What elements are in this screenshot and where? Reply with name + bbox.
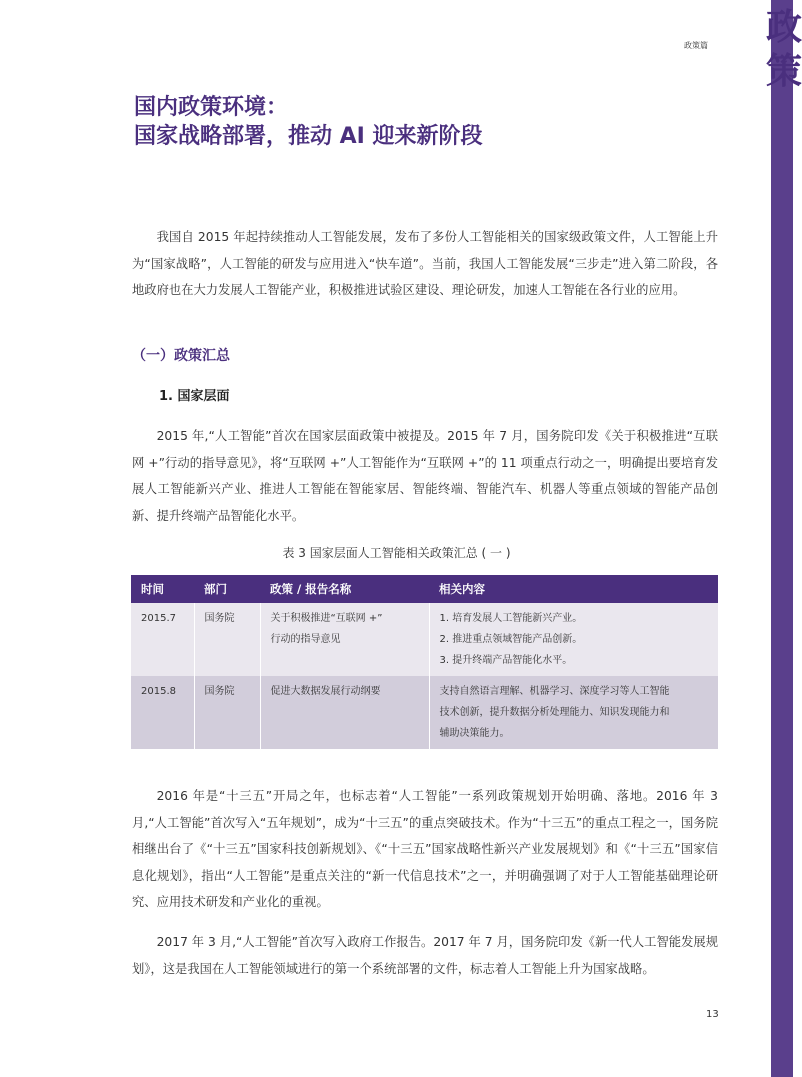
header-dept: 部门 (194, 575, 260, 603)
section-tag: 政策篇 (684, 41, 708, 50)
cell-content (429, 676, 718, 749)
content-line: 技术创新，提升数据分析处理能力、知识发现能力和 (439, 707, 670, 718)
page-title-line1: 国内政策环境： (134, 95, 289, 120)
table-row (131, 603, 718, 676)
paragraph-2017: 2017 年 3 月,“人工智能”首次写入政府工作报告。2017 年 7 月，国务院印发《新一代人工智能发展规划》，这是我国在人工智能领域进行的第一个系统部署的文件，标志着人工智能上升为国家战略。 (132, 935, 718, 976)
cell-time: 2015.8 (131, 676, 194, 749)
side-accent-bar (771, 0, 793, 1077)
cell-policy (260, 603, 429, 676)
policy-line: 关于积极推进“互联网 +” (270, 613, 383, 624)
content-line: 1. 培育发展人工智能新兴产业。 (439, 613, 583, 624)
page-title-line2: 国家战略部署，推动 AI 迎来新阶段 (134, 124, 483, 149)
side-title-char: 政 (766, 7, 802, 48)
paragraph-2016: 2016 年是“十三五”开局之年，也标志着“人工智能”一系列政策规划开始明确、落地。2016 年 3 月,“人工智能”首次写入“五年规划”，成为“十三五”的重点突破技术。作为“十三五”的重点工程之一，国务院相继出台了《“十三五”国家科技创新规划》、《“十三五”国家战略性新兴产业发展规划》和《“十三五”国家信息化规划》，指出“人工智能”是重点关注的“新一代信息技术”之一，并明确强调了对于人工智能基础理论研究、应用技术研发和产业化的重视。 (132, 789, 718, 909)
content-line: 3. 提升终端产品智能化水平。 (439, 655, 573, 666)
section-heading: （一）政策汇总 (132, 348, 230, 364)
side-section-title (766, 6, 802, 94)
header-content: 相关内容 (429, 575, 718, 603)
cell-dept: 国务院 (194, 676, 260, 749)
content-line: 辅助决策能力。 (439, 728, 510, 739)
intro-paragraph: 我国自 2015 年起持续推动人工智能发展，发布了多份人工智能相关的国家级政策文件，人工智能上升为“国家战略”，人工智能的研发与应用进入“快车道”。当前，我国人工智能发展“三步走”进入第二阶段，各地政府也在大力发展人工智能产业，积极推进试验区建设、理论研发，加速人工智能在各行业的应用。 (132, 230, 718, 297)
content-line: 支持自然语言理解、机器学习、深度学习等人工智能 (439, 686, 670, 697)
policy-line: 行动的指导意见 (270, 634, 341, 645)
page-title (134, 93, 734, 151)
subsection-heading: 1. 国家层面 (159, 389, 230, 404)
cell-dept: 国务院 (194, 603, 260, 676)
policy-table (131, 575, 718, 749)
paragraph-2015: 2015 年,“人工智能”首次在国家层面政策中被提及。2015 年 7 月，国务院印发《关于积极推进“互联网 +”行动的指导意见》，将“互联网 +”人工智能作为“互联网 +”的 11 项重点行动之一，明确提出要培育发展人工智能新兴产业、推进人工智能在智能家居、智能终端、智能汽车、机器人等重点领域的智能产品创新、提升终端产品智能化水平。 (132, 429, 718, 523)
policy-line: 促进大数据发展行动纲要 (270, 686, 381, 697)
cell-content (429, 603, 718, 676)
header-time: 时间 (131, 575, 194, 603)
table-row (131, 676, 718, 749)
table-header-row (131, 575, 718, 603)
header-policy: 政策 / 报告名称 (260, 575, 429, 603)
side-title-char: 策 (766, 51, 802, 92)
page-number: 13 (706, 1009, 719, 1020)
content-line: 2. 推进重点领域智能产品创新。 (439, 634, 583, 645)
table-caption: 表 3 国家层面人工智能相关政策汇总 ( 一 ) (282, 546, 511, 560)
cell-policy (260, 676, 429, 749)
cell-time: 2015.7 (131, 603, 194, 676)
